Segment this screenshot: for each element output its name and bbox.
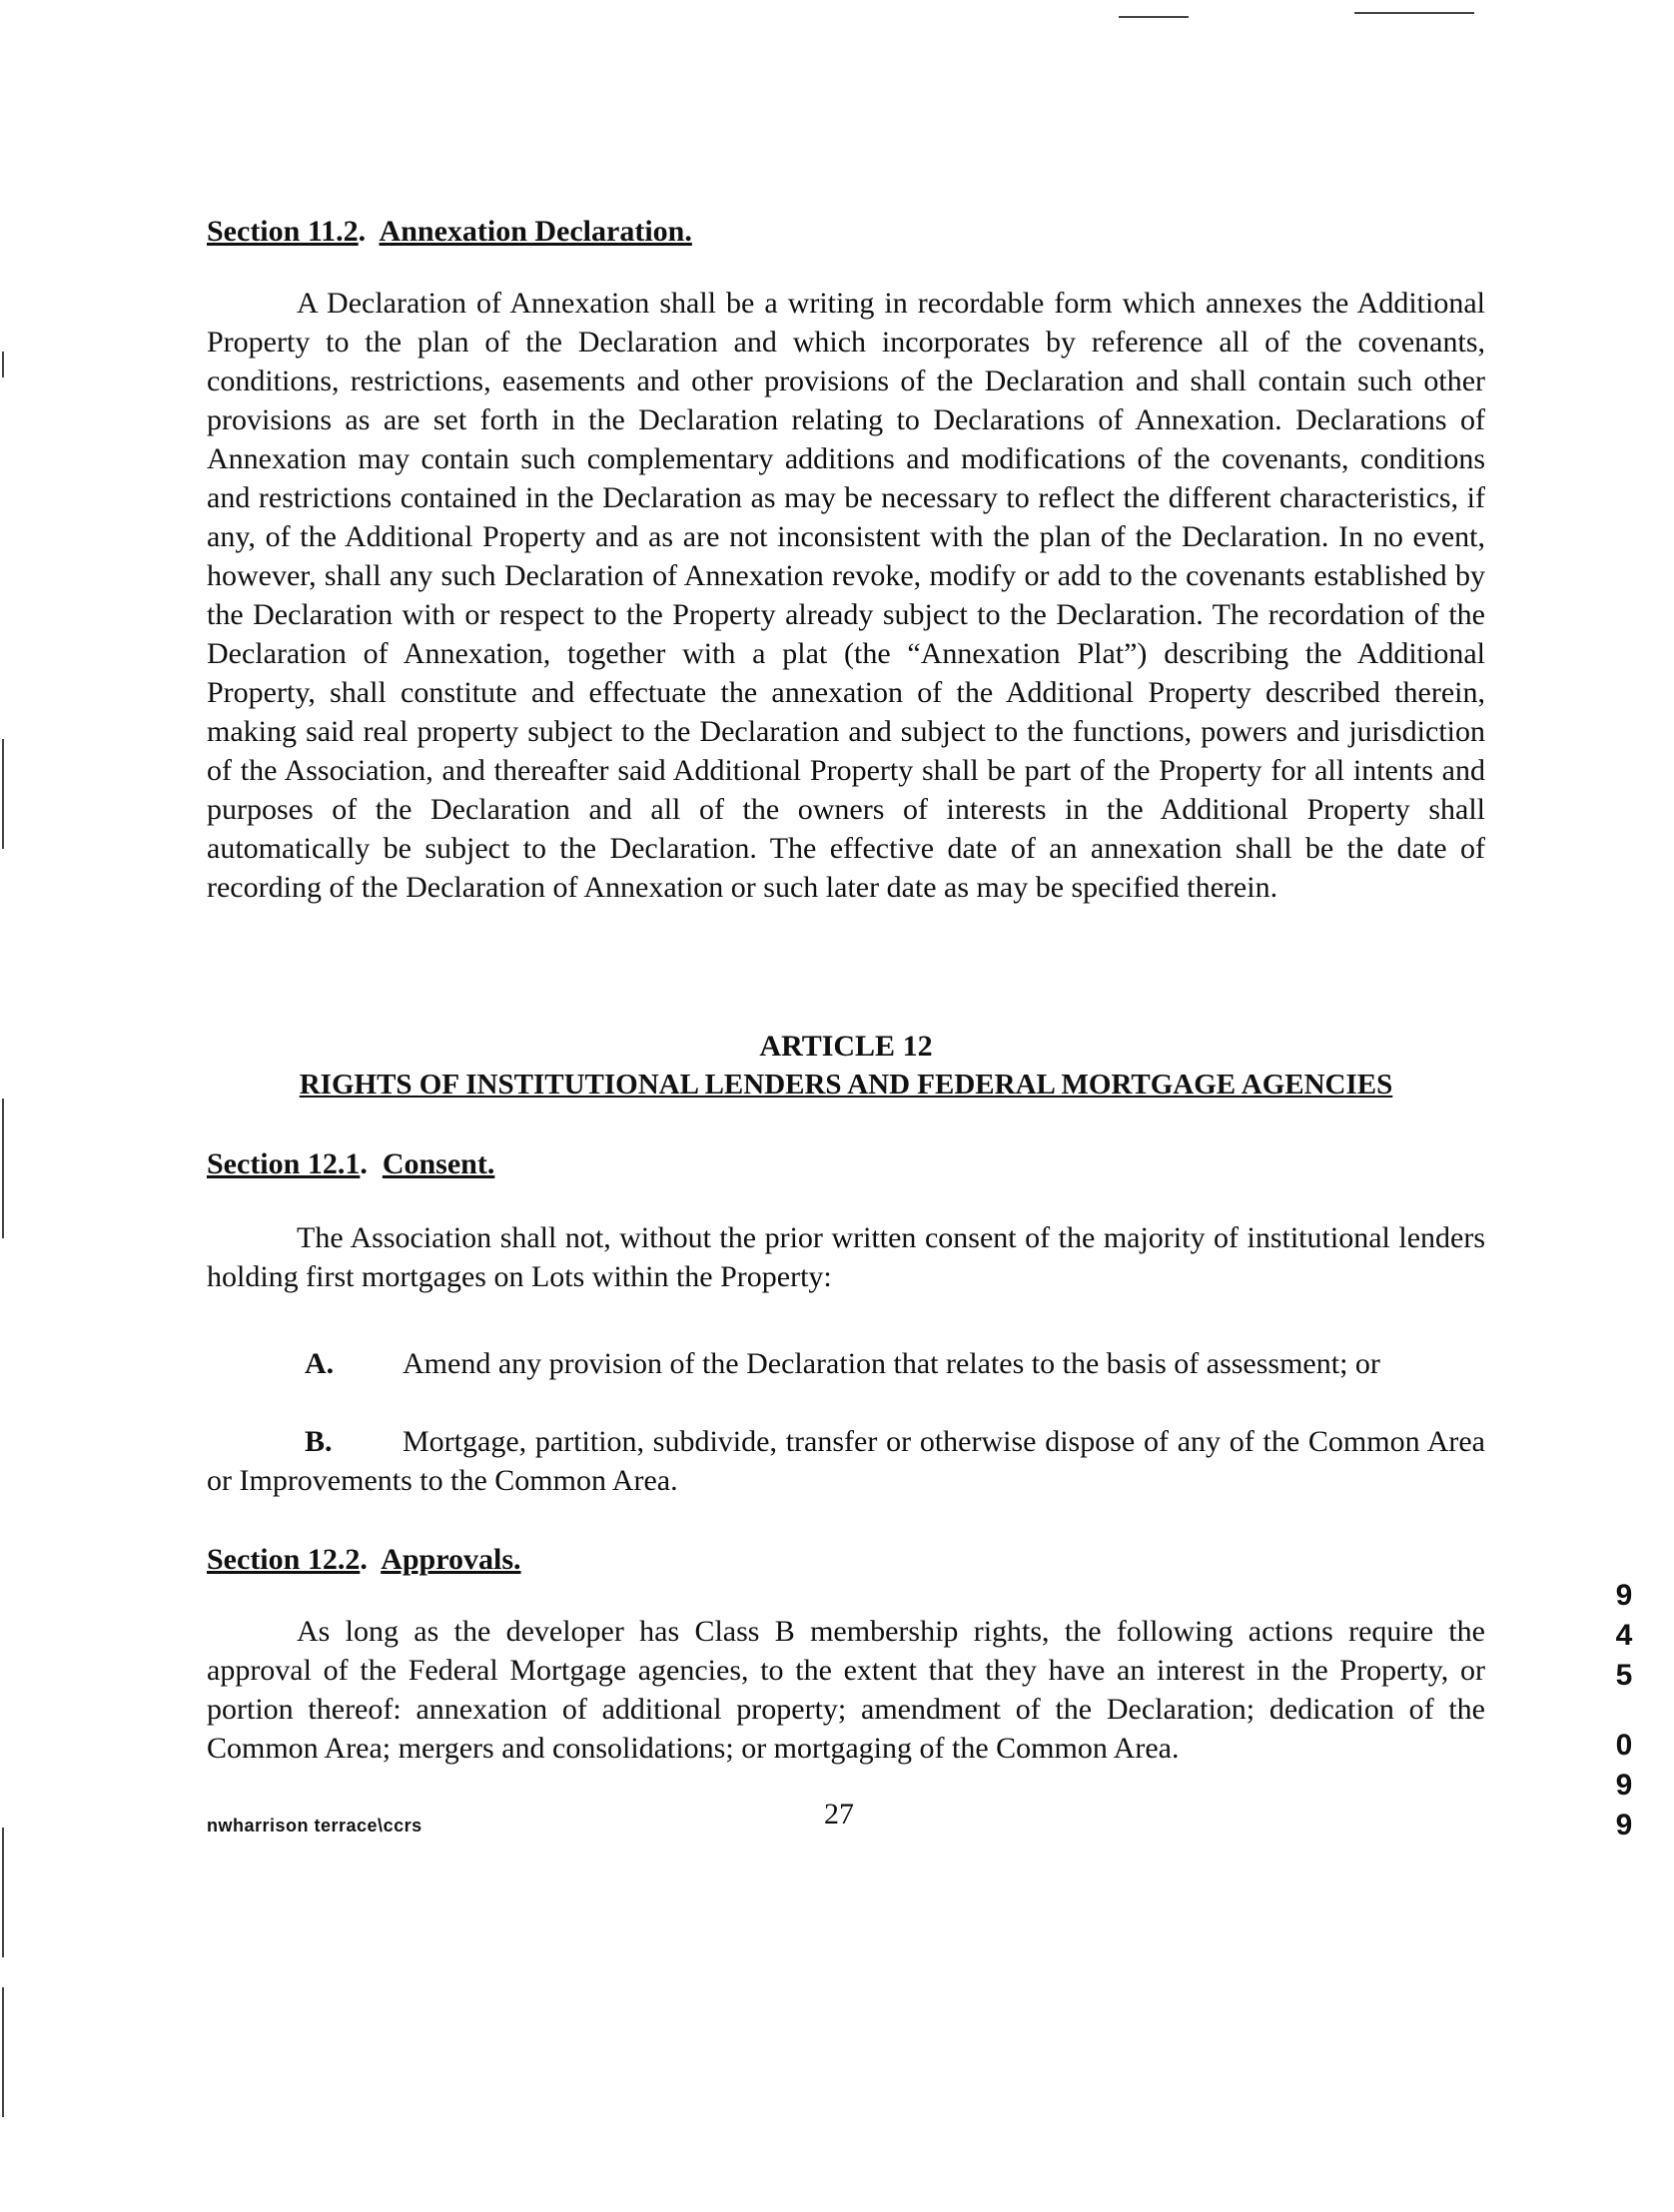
stamp-char: 9 (1615, 1809, 1633, 1842)
scan-mark-top-right (1354, 12, 1474, 14)
item-a-label: A. (305, 1347, 335, 1380)
footer-file-path: nwharrison terrace\ccrs (207, 1816, 422, 1836)
item-b-label: B. (305, 1425, 333, 1458)
stamp-char: 0 (1615, 1729, 1633, 1762)
article-12-heading: ARTICLE 12 (759, 1030, 933, 1063)
section-12-2-number: Section 12.2 (207, 1543, 361, 1576)
scan-mark-top-mid (1119, 16, 1189, 18)
section-12-2-paragraph: As long as the developer has Class B membership rights, the following actions require the approval of the Federal Mortgage agencies, to the extent that they have an interest in the Property, or portion thereof: annexation of additional property; amendment of the Declaration; dedication of the Common Area; mergers and consolidations; or mortgaging of the Common Area. (207, 1615, 1485, 1765)
section-11-2-number: Section 11.2 (207, 215, 359, 248)
item-a-text: Amend any provision of the Declaration that relates to the basis of assessment; or (403, 1347, 1380, 1380)
recording-stamp (1602, 1576, 1646, 1845)
scan-mark-left-4 (2, 1828, 4, 1957)
section-12-1-paragraph: The Association shall not, without the prior written consent of the majority of institutional lenders holding first mortgages on Lots within the Property: (207, 1221, 1485, 1293)
page-number: 27 (824, 1798, 854, 1831)
item-b-text: Mortgage, partition, subdivide, transfer or otherwise dispose of any of the Common Area or Improvements to the Common Area. (207, 1425, 1485, 1497)
section-11-2-title: Annexation Declaration. (379, 215, 692, 248)
scan-mark-left-1 (2, 352, 4, 377)
section-12-1-item-b (207, 1422, 1485, 1500)
section-12-2-heading: Section 12.2. Approvals. (207, 1543, 521, 1576)
stamp-char: 5 (1615, 1659, 1633, 1692)
section-12-1-heading: Section 12.1. Consent. (207, 1147, 495, 1180)
article-12-title: RIGHTS OF INSTITUTIONAL LENDERS AND FEDERAL MORTGAGE AGENCIES (299, 1069, 1393, 1101)
section-11-2-heading: Section 11.2. Annexation Declaration. (207, 215, 692, 248)
section-12-1-title: Consent. (382, 1147, 495, 1180)
scan-mark-left-5 (2, 1987, 4, 2117)
stamp-char: 9 (1615, 1579, 1633, 1612)
scan-mark-left-3 (2, 1099, 4, 1238)
section-12-1-item-a (207, 1344, 1485, 1383)
section-12-1-number: Section 12.1 (207, 1147, 361, 1180)
section-11-2-paragraph: A Declaration of Annexation shall be a writing in recordable form which annexes the Additional Property to the plan of the Declaration and which incorporates by reference all of the covenants, conditions, restrictions, easements and other provisions of the Declaration and shall contain such other provisions as are set forth in the Declaration relating to Declarations of Annexation. Declarations of Annexation may contain such complementary additions and modifications of the covenants, conditions and restrictions contained in the Declaration as may be necessary to reflect the different characteristics, if any, of the Additional Property and as are not inconsistent with the plan of the Declaration. In no event, however, shall any such Declaration of Annexation revoke, modify or add to the covenants established by the Declaration with or respect to the Property already subject to the Declaration. The recordation of the Declaration of Annexation, together with a plat (the “Annexation Plat”) describing the Additional Property, shall constitute and effectuate the annexation of the Additional Property described therein, making said real property subject to the Declaration and subject to the functions, powers and jurisdiction of the Association, and thereafter said Additional Property shall be part of the Property for all intents and purposes of the Declaration and all of the owners of interests in the Additional Property shall automatically be subject to the Declaration. The effective date of an annexation shall be the date of recording of the Declaration of Annexation or such later date as may be specified therein. (207, 287, 1485, 904)
section-12-2-title: Approvals. (381, 1543, 521, 1576)
scan-mark-left-2 (2, 739, 4, 849)
stamp-char: 9 (1615, 1769, 1633, 1802)
stamp-char: 4 (1615, 1619, 1633, 1652)
